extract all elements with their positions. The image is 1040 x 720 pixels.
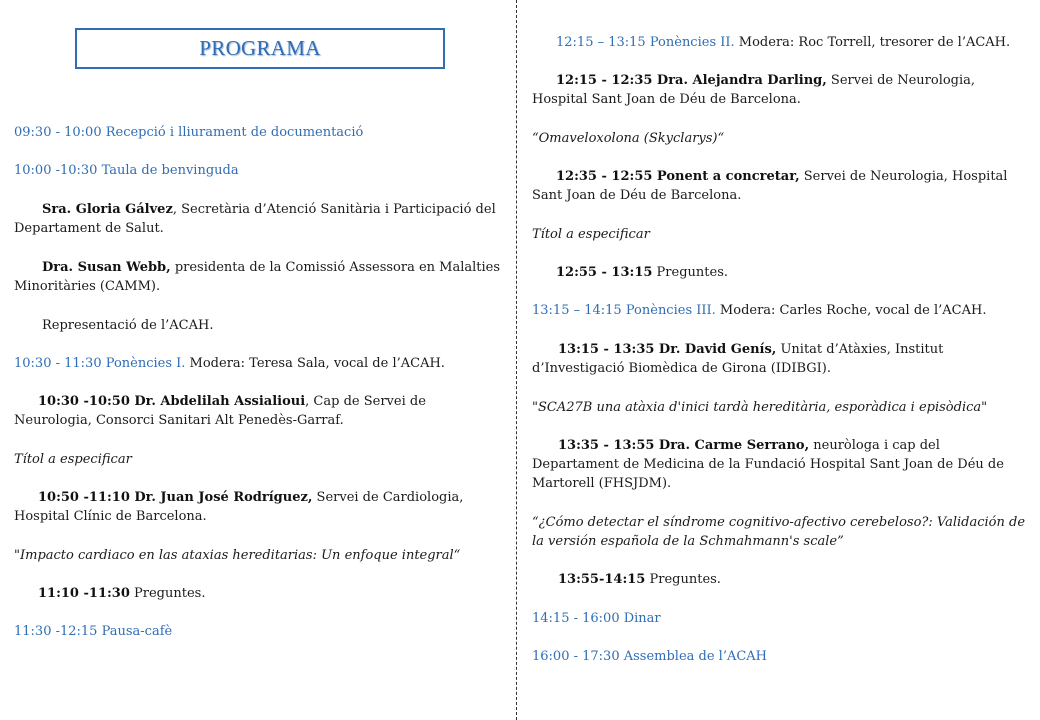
questions-2 <box>532 263 1026 282</box>
session-coffee-break: 11:30 -12:15 Pausa-cafè <box>14 624 173 639</box>
questions-time: 13:55-14:15 <box>558 572 646 587</box>
questions-label: Preguntes. <box>129 586 206 601</box>
page-title: PROGRAMA <box>199 36 321 60</box>
speaker-name: 13:15 - 13:35 Dr. David Genís, <box>558 342 777 357</box>
session-ponencies-1 <box>14 354 506 373</box>
questions-time: 11:10 -11:30 <box>38 586 130 601</box>
speaker-affiliation: presidenta de la Comissió Assessora en Malalties Minoritàries (CAMM). <box>14 260 501 294</box>
questions-label: Preguntes. <box>652 265 728 280</box>
session-assembly: 16:00 - 17:30 Assemblea de l’ACAH <box>532 649 768 664</box>
acah-representation: Representació de l’ACAH. <box>42 318 214 333</box>
questions-3 <box>532 570 1026 589</box>
speaker-name: Sra. Gloria Gálvez <box>42 202 173 217</box>
talk-darling <box>532 71 1026 109</box>
talk-title: Títol a especificar <box>14 452 132 467</box>
speaker-affiliation: , Cap de Servei de Neurologia, Consorci Sanitari Alt Penedès-Garraf. <box>14 394 426 428</box>
talk-title: "SCA27B una atàxia d'inici tardà hereditària, esporàdica i episòdica" <box>532 400 988 415</box>
speaker-affiliation: Unitat d’Atàxies, Institut d’Investigació Biomèdica de Girona (IDIBGI). <box>532 342 944 376</box>
questions-1 <box>14 584 506 603</box>
speaker-name: 10:50 -11:10 Dr. Juan José Rodríguez, <box>38 490 313 505</box>
session-heading: 13:15 – 14:15 Ponències III. <box>532 303 716 318</box>
speaker-affiliation: , Secretària d’Atenció Sanitària i Participació del Departament de Salut. <box>14 202 496 236</box>
session-moderator: Modera: Teresa Sala, vocal de l’ACAH. <box>185 356 445 371</box>
questions-label: Preguntes. <box>645 572 721 587</box>
session-heading: 10:30 - 11:30 Ponències I. <box>14 356 186 371</box>
speaker-name: 13:35 - 13:55 Dra. Carme Serrano, <box>558 438 810 453</box>
session-reception: 09:30 - 10:00 Recepció i lliurament de documentació <box>14 125 364 140</box>
speaker-name: 12:15 - 12:35 Dra. Alejandra Darling, <box>556 73 827 88</box>
speaker-name: 10:30 -10:50 Dr. Abdelilah Assialioui <box>38 394 306 409</box>
talk-serrano <box>532 436 1026 493</box>
talk-title: Títol a especificar <box>532 227 650 242</box>
speaker-susan-webb <box>14 258 506 296</box>
column-divider <box>516 0 517 720</box>
questions-time: 12:55 - 13:15 <box>556 265 653 280</box>
title-box <box>75 28 445 69</box>
speaker-name: 12:35 - 12:55 Ponent a concretar, <box>556 169 800 184</box>
session-heading: 12:15 – 13:15 Ponències II. <box>556 35 735 50</box>
speaker-affiliation: Servei de Neurologia, Hospital Sant Joan de Déu de Barcelona. <box>532 169 1008 203</box>
talk-assialioui <box>14 392 506 430</box>
talk-title: “¿Cómo detectar el síndrome cognitivo-afectivo cerebeloso?: Validación de la versión española de la Schmahmann's scale” <box>532 515 1026 549</box>
talk-title: "Impacto cardiaco en las ataxias hereditarias: Un enfoque integral“ <box>14 548 461 563</box>
session-ponencies-2 <box>532 33 1026 52</box>
session-ponencies-3 <box>532 301 1026 320</box>
session-welcome: 10:00 -10:30 Taula de benvinguda <box>14 163 239 178</box>
session-moderator: Modera: Carles Roche, vocal de l’ACAH. <box>715 303 987 318</box>
speaker-name: Dra. Susan Webb, <box>42 260 171 275</box>
talk-genis <box>532 340 1026 378</box>
talk-title: “Omaveloxolona (Skyclarys)“ <box>532 131 725 146</box>
session-lunch: 14:15 - 16:00 Dinar <box>532 611 661 626</box>
speaker-affiliation: neuròloga i cap del Departament de Medicina de la Fundació Hospital Sant Joan de Déu de Martorell (FHSJDM). <box>532 438 1004 491</box>
talk-rodriguez <box>14 488 506 526</box>
talk-ponent-concretar <box>532 167 1026 205</box>
speaker-gloria-galvez <box>14 200 506 238</box>
session-moderator: Modera: Roc Torrell, tresorer de l’ACAH. <box>734 35 1011 50</box>
speaker-affiliation: Servei de Neurologia, Hospital Sant Joan de Déu de Barcelona. <box>532 73 976 107</box>
speaker-affiliation: Servei de Cardiologia, Hospital Clínic de Barcelona. <box>14 490 464 524</box>
